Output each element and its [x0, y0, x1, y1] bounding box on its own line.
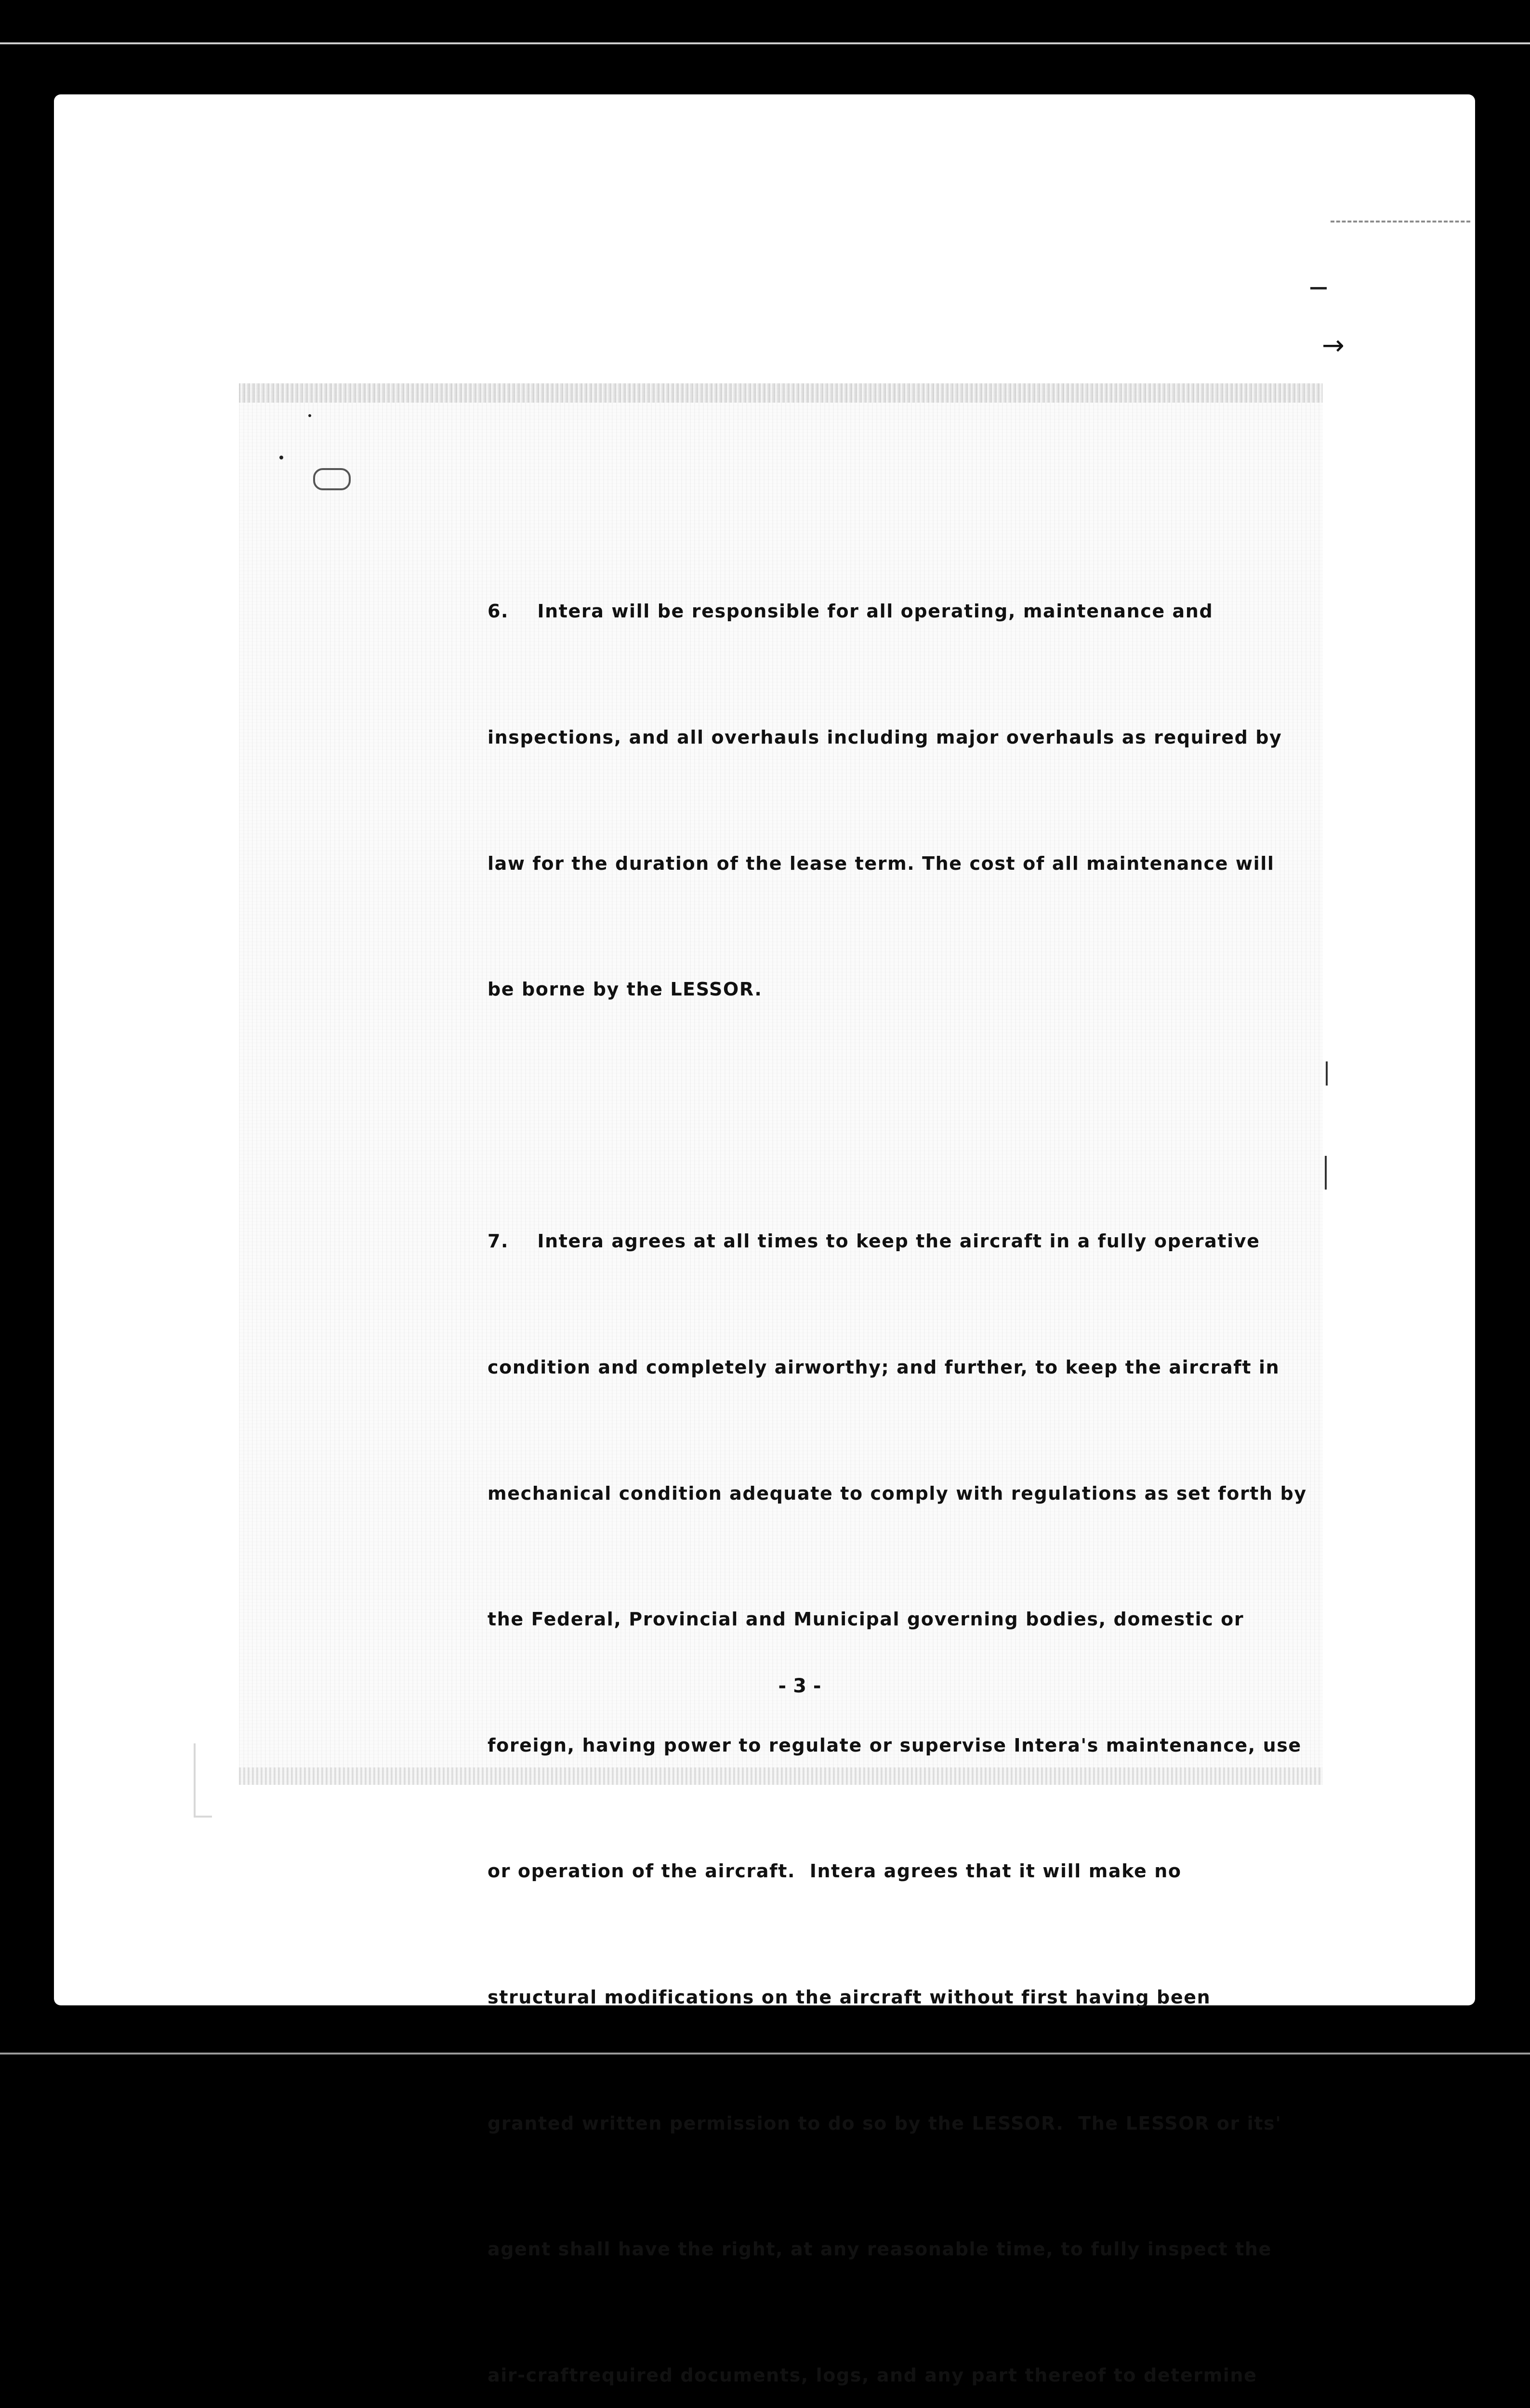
text-line: 6. Intera will be responsible for all operating, maintenance and: [488, 601, 1213, 622]
scan-edge-top: [239, 383, 1323, 403]
margin-tick: [1310, 287, 1327, 289]
text-line: or operation of the aircraft. Intera agrees that it will make no: [488, 1860, 1182, 1882]
punch-mark: [308, 414, 311, 417]
text-line: agent shall have the right, at any reasonable time, to fully inspect the: [488, 2238, 1272, 2260]
margin-tick: [1325, 1156, 1327, 1190]
text-line: granted written permission to do so by the LESSOR. The LESSOR or its': [488, 2112, 1282, 2134]
clip-mark: [313, 468, 351, 490]
text-line: air-craftrequired documents, logs, and any part thereof to determine: [488, 2364, 1257, 2386]
top-scan-rule: [0, 42, 1530, 44]
text-line: be borne by the LESSOR.: [488, 979, 763, 1000]
dashed-margin-line: [1331, 221, 1470, 222]
corner-bracket-mark: [194, 1743, 212, 1818]
paragraph-6: [488, 507, 1282, 1095]
paragraph-7: [488, 1137, 1307, 2408]
text-line: mechanical condition adequate to comply with regulations as set forth by: [488, 1482, 1307, 1504]
text-line: the Federal, Provincial and Municipal governing bodies, domestic or: [488, 1609, 1244, 1630]
arrow-icon: →: [1322, 330, 1345, 361]
text-line: law for the duration of the lease term. The cost of all maintenance will: [488, 852, 1275, 874]
text-line: foreign, having power to regulate or supervise Intera's maintenance, use: [488, 1734, 1302, 1756]
text-line: inspections, and all overhauls including major overhauls as required by: [488, 727, 1282, 748]
page-number: - 3 -: [778, 1675, 821, 1697]
text-line: structural modifications on the aircraft without first having been: [488, 1987, 1211, 2008]
margin-tick: [1326, 1061, 1328, 1086]
text-line: 7. Intera agrees at all times to keep the aircraft in a fully operative: [488, 1230, 1260, 1252]
document-body: [488, 507, 1307, 2408]
text-line: condition and completely airworthy; and further, to keep the aircraft in: [488, 1357, 1280, 1378]
punch-mark: [279, 456, 283, 459]
